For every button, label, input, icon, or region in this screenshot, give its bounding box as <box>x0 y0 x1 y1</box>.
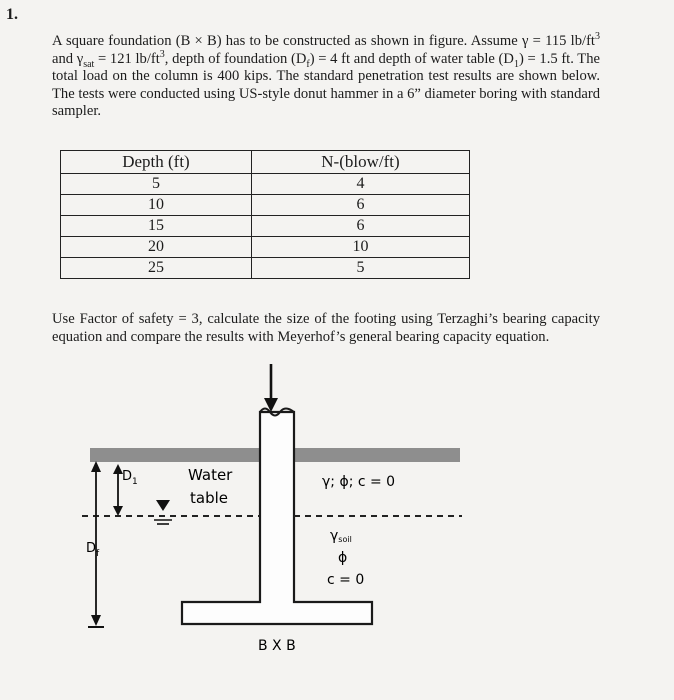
df-label: $D_f$ <box>86 541 100 559</box>
n-cell: 6 <box>251 195 469 216</box>
d1-arrow-down-icon <box>113 506 123 516</box>
spt-table <box>60 150 470 279</box>
depth-cell: 20 <box>61 237 252 258</box>
table-row <box>61 237 470 258</box>
depth-cell: 25 <box>61 258 252 279</box>
n-cell: 4 <box>251 174 469 195</box>
phi-label: ϕ <box>338 550 348 566</box>
d1-label: $D_1$ <box>122 469 138 487</box>
table-label: table <box>190 489 228 507</box>
gamma-soil-label: γsoil <box>330 528 352 544</box>
n-cell: 6 <box>251 216 469 237</box>
header-depth: Depth (ft) <box>61 151 252 174</box>
c-zero-label: c = 0 <box>327 572 365 588</box>
table-row <box>61 174 470 195</box>
question-number: 1. <box>6 6 18 23</box>
table-row <box>61 216 470 237</box>
water-label: Water <box>188 466 233 484</box>
depth-cell: 15 <box>61 216 252 237</box>
water-table-triangle-icon <box>156 500 170 511</box>
depth-cell: 10 <box>61 195 252 216</box>
n-cell: 10 <box>251 237 469 258</box>
table-row <box>61 258 470 279</box>
load-arrow-icon <box>264 398 278 412</box>
table-header-row <box>61 151 470 174</box>
header-n-value: N-(blow/ft) <box>251 151 469 174</box>
column-and-footing <box>182 412 372 624</box>
footing-size-label: B X B <box>258 638 296 654</box>
problem-statement: A square foundation (B × B) has to be constructed as shown in figure. Assume γ = 115 $lb/ft^3$ and $\gamma_{sat} = 121$ $lb/ft^3$, depth of foundation $(D_f) = 4$ ft and depth of water table $(D_1) = 1.5$ ft. The total load on the column is 400 kips. The standard penetration test results are shown below. The tests were conducted using US-style donut hammer in a 6” diameter boring with standard sampler. <box>52 31 600 120</box>
task-statement: Use Factor of safety = 3, calculate the size of the footing using Terzaghi’s bearing capacity equation and compare the results with Meyerhof’s general bearing capacity equation. <box>52 311 600 345</box>
df-arrow-down-icon <box>91 615 101 626</box>
depth-cell: 5 <box>61 174 252 195</box>
table-row <box>61 195 470 216</box>
upper-soil-properties: γ; ϕ; c = 0 <box>322 474 396 490</box>
foundation-diagram <box>70 360 470 660</box>
df-arrow-up-icon <box>91 461 101 472</box>
n-cell: 5 <box>251 258 469 279</box>
